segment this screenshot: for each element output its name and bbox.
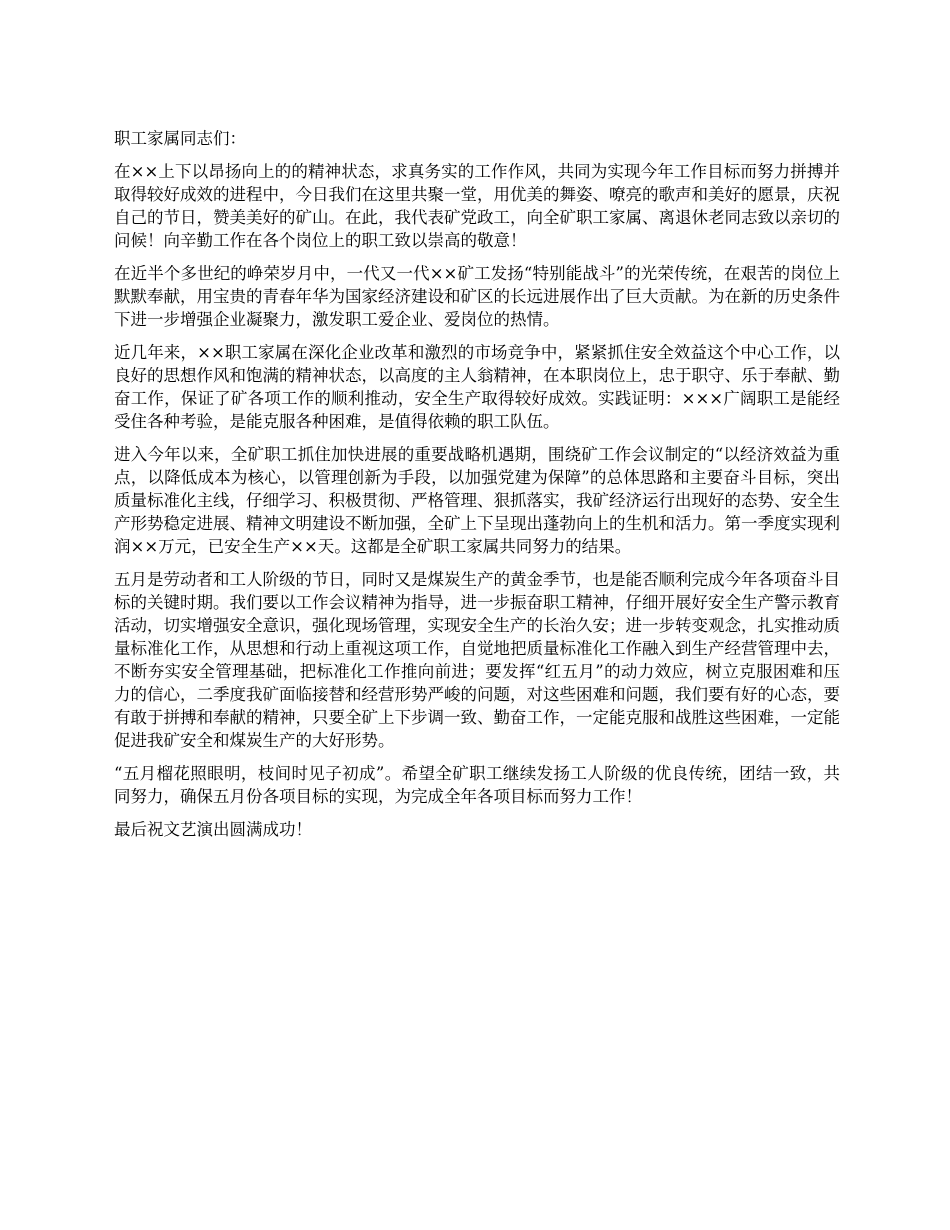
salutation: 职工家属同志们： [114,129,246,148]
paragraph-recent-years: 近几年来，××职工家属在深化企业改革和激烈的市场竞争中，紧紧抓住安全效益这个中心工作，以良好的思想作风和饱满的精神状态，以高度的主人翁精神，在本职岗位上，忠于职守、乐于奉献、勤奋工作，保证了矿各项工作的顺利推动，安全生产取得较好成效。实践证明：×××广阔职工是能经受住各种考验，是能克服各种困难，是值得依赖的职工队伍。 [114,343,840,431]
paragraph-may: 五月是劳动者和工人阶级的节日，同时又是煤炭生产的黄金季节，也是能否顺利完成今年各项奋斗目标的关键时期。我们要以工作会议精神为指导，进一步振奋职工精神，仔细开展好安全生产警示教育活动，切实增强安全意识，强化现场管理，实现安全生产的长治久安；进一步转变观念，扎实推动质量标准化工作，从思想和行动上重视这项工作，自觉地把质量标准化工作融入到生产经营管理中去，不断夯实安全管理基础，把标准化工作推向前进；要发挥“红五月”的动力效应，树立克服困难和压力的信心，二季度我矿面临接替和经营形势严峻的问题，对这些困难和问题，我们要有好的心态，要有敢于拼搏和奉献的精神，只要全矿上下步调一致、勤奋工作，一定能克服和战胜这些困难，一定能促进我矿安全和煤炭生产的大好形势。 [114,570,840,750]
paragraph-closing: 最后祝文艺演出圆满成功！ [114,820,312,839]
document-body [114,127,840,851]
paragraph-this-year: 进入今年以来，全矿职工抓住加快进展的重要战略机遇期，围绕矿工作会议制定的“以经济效益为重点，以降低成本为核心，以管理创新为手段，以加强党建为保障”的总体思路和主要奋斗目标，突出质量标准化主线，仔细学习、积极贯彻、严格管理、狠抓落实，我矿经济运行出现好的态势、安全生产形势稳定进展、精神文明建设不断加强，全矿上下呈现出蓬勃向上的生机和活力。第一季度实现利润××万元，已安全生产××天。这都是全矿职工家属共同努力的结果。 [114,445,840,556]
paragraph-history: 在近半个多世纪的峥荣岁月中，一代又一代××矿工发扬“特别能战斗”的光荣传统，在艰苦的岗位上默默奉献，用宝贵的青春年华为国家经济建设和矿区的长远进展作出了巨大贡献。为在新的历史条件下进一步增强企业凝聚力，激发职工爱企业、爱岗位的热情。 [114,264,840,329]
paragraph-opening: 在××上下以昂扬向上的的精神状态，求真务实的工作作风，共同为实现今年工作目标而努力拼搏并取得较好成效的进程中，今日我们在这里共聚一堂，用优美的舞姿、嘹亮的歌声和美好的愿景，庆祝自己的节日，赞美美好的矿山。在此，我代表矿党政工，向全矿职工家属、离退休老同志致以亲切的问候！向辛勤工作在各个岗位上的职工致以崇高的敬意！ [114,162,840,250]
paragraph-hope: “五月榴花照眼明，枝间时见子初成”。希望全矿职工继续发扬工人阶级的优良传统，团结一致，共同努力，确保五月份各项目标的实现，为完成全年各项目标而努力工作！ [114,764,840,806]
